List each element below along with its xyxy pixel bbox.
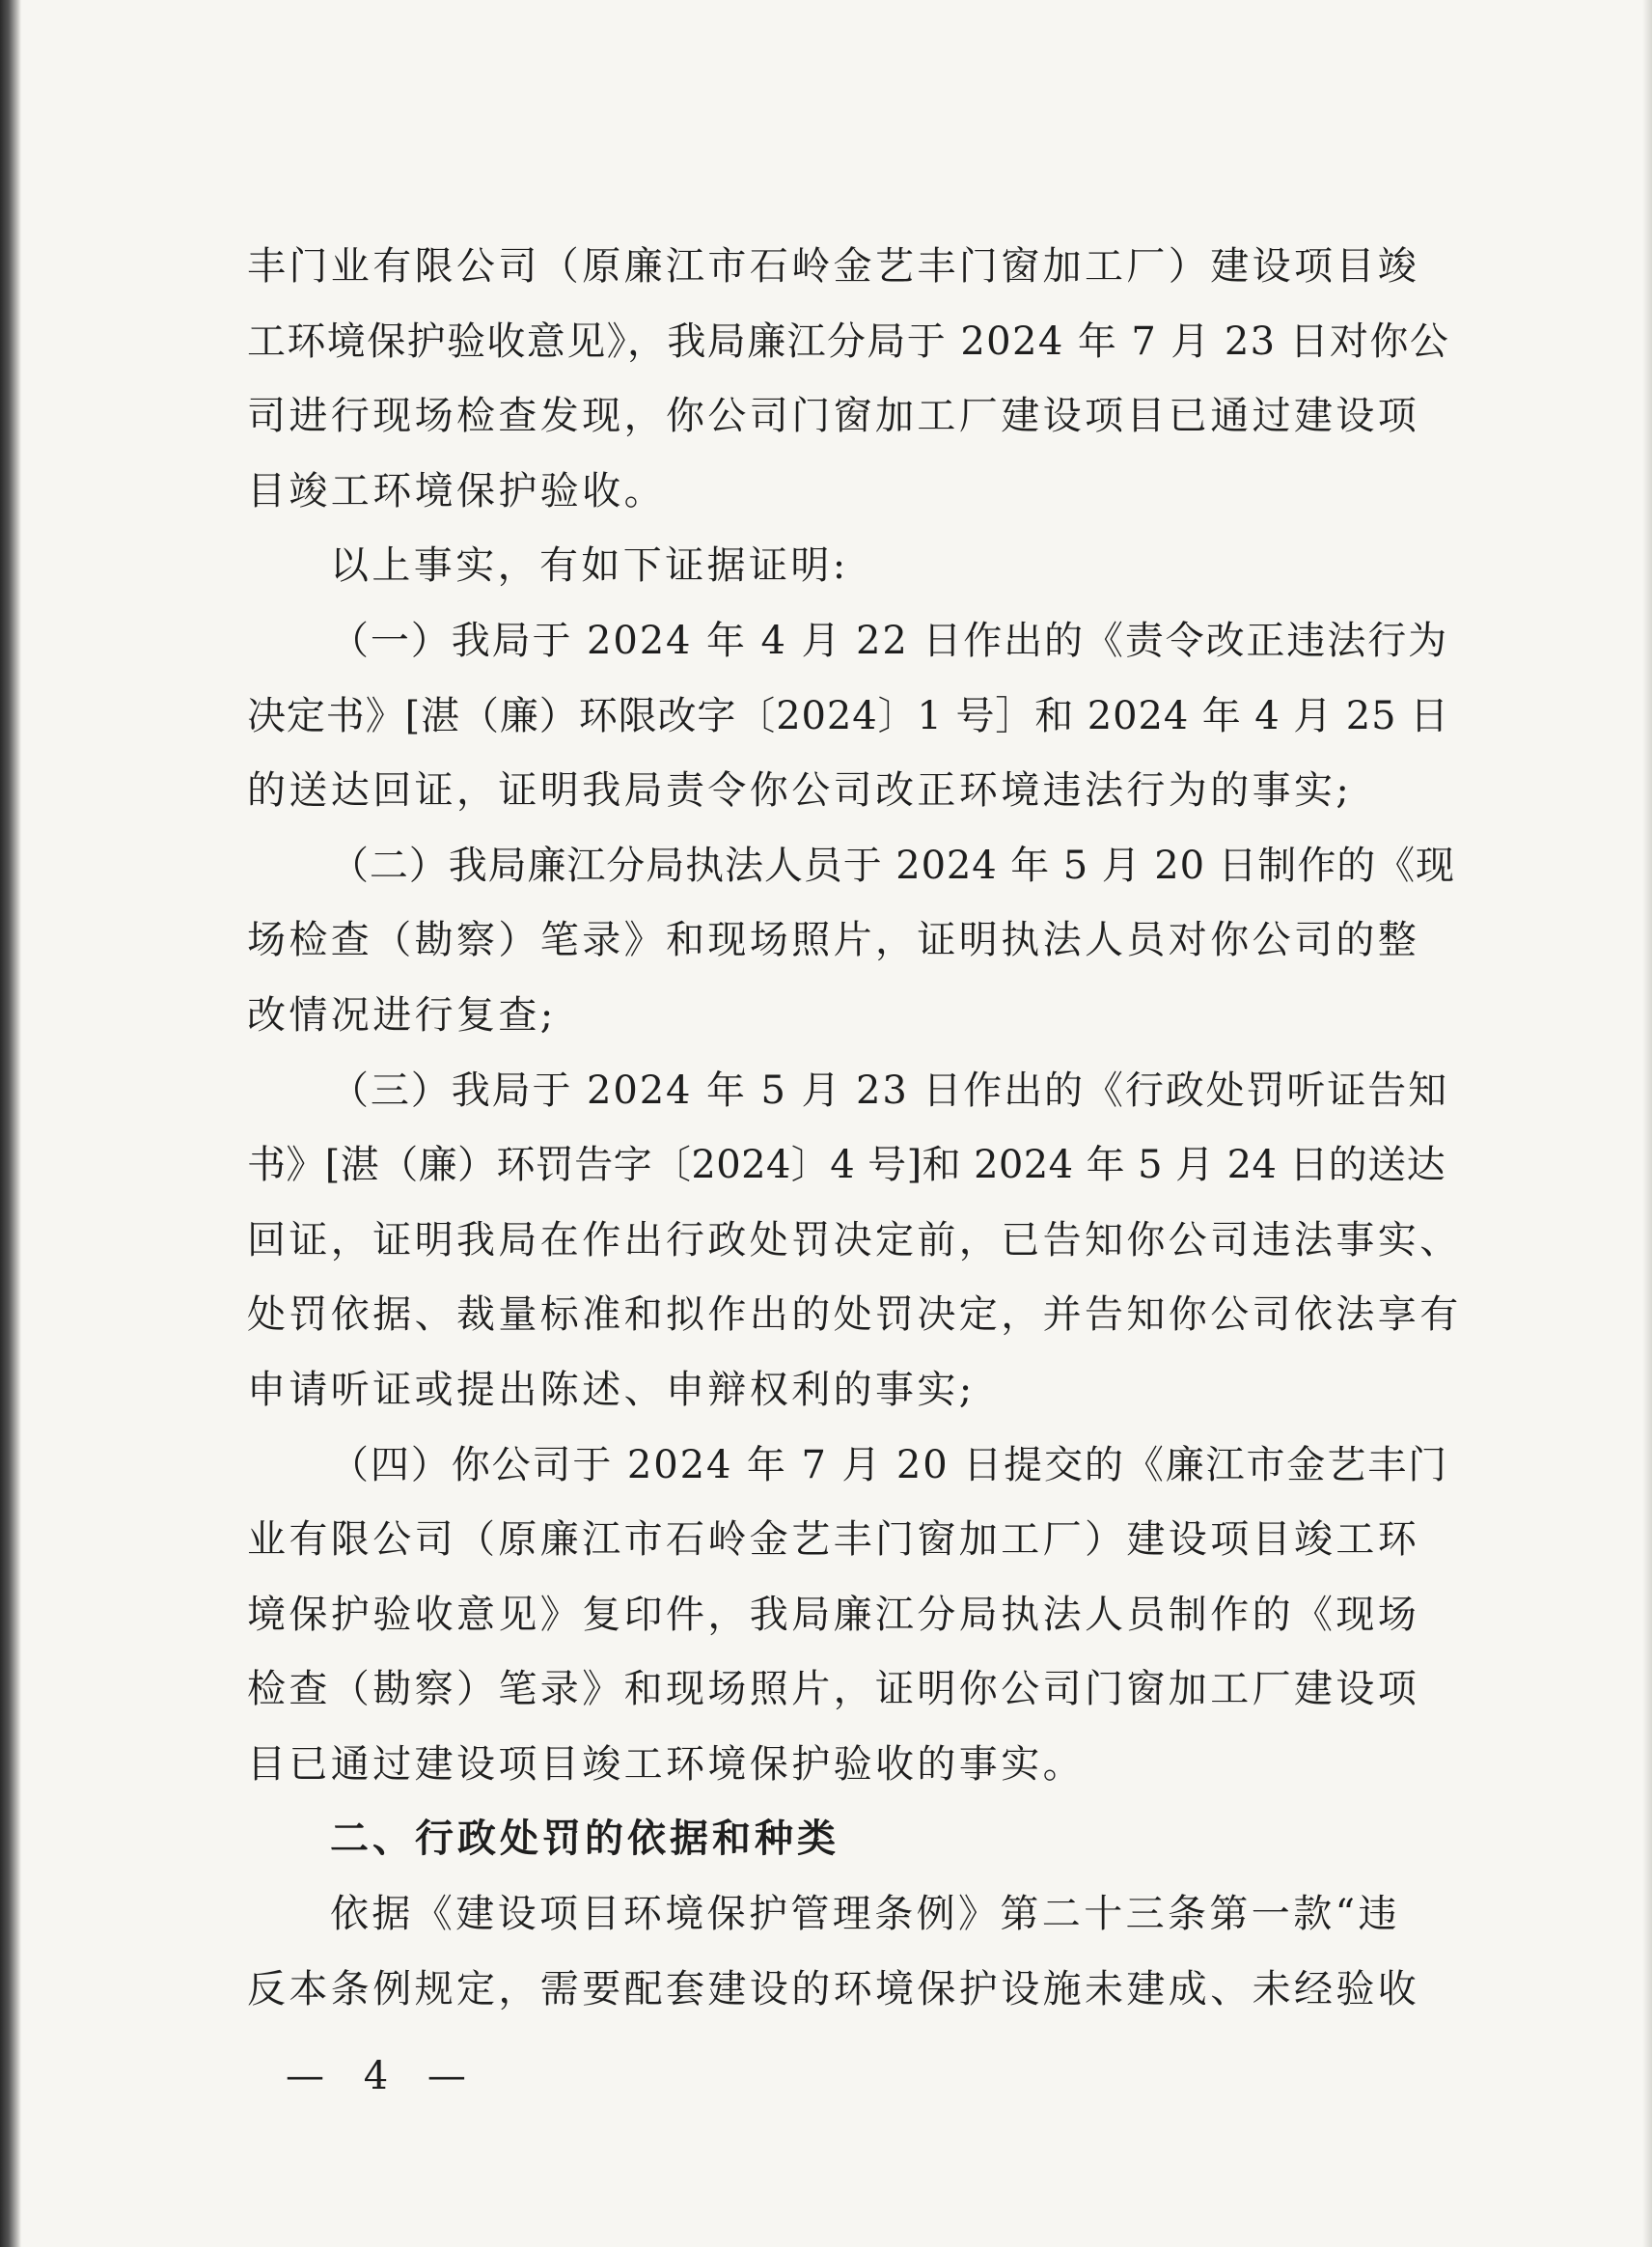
- text-line: 司进行现场检查发现，你公司门窗加工厂建设项目已通过建设项: [247, 394, 1420, 439]
- document-body: [247, 230, 1463, 2027]
- text-line: 申请听证或提出陈述、申辩权利的事实;: [247, 1367, 976, 1412]
- evidence-item-1: （一）我局于 2024 年 4 月 22 日作出的《责令改正违法行为: [330, 618, 1449, 663]
- paragraph-start: 以上事实，有如下证据证明:: [330, 543, 849, 589]
- evidence-item-4: （四）你公司于 2024 年 7 月 20 日提交的《廉江市金艺丰门: [330, 1442, 1449, 1487]
- text-line: 境保护验收意见》复印件，我局廉江分局执法人员制作的《现场: [247, 1592, 1420, 1637]
- paragraph-start: 依据《建设项目环境保护管理条例》第二十三条第一款“违: [330, 1892, 1400, 1937]
- text-line: 的送达回证，证明我局责令你公司改正环境违法行为的事实;: [247, 768, 1353, 814]
- text-line: 业有限公司（原廉江市石岭金艺丰门窗加工厂）建设项目竣工环: [247, 1517, 1420, 1563]
- text-line: 改情况进行复查;: [247, 992, 557, 1038]
- scan-edge-shadow: [0, 0, 21, 2247]
- text-line: 工环境保护验收意见》，我局廉江分局于 2024 年 7 月 23 日对你公: [247, 319, 1450, 364]
- text-line: 处罚依据、裁量标准和拟作出的处罚决定，并告知你公司依法享有: [247, 1292, 1462, 1338]
- evidence-item-3: （三）我局于 2024 年 5 月 23 日作出的《行政处罚听证告知: [330, 1068, 1449, 1113]
- text-line: 丰门业有限公司（原廉江市石岭金艺丰门窗加工厂）建设项目竣: [247, 244, 1420, 289]
- text-line: 目已通过建设项目竣工环境保护验收的事实。: [247, 1741, 1085, 1787]
- section-heading: 二、行政处罚的依据和种类: [330, 1817, 840, 1862]
- text-line: 检查（勘察）笔录》和现场照片，证明你公司门窗加工厂建设项: [247, 1667, 1420, 1712]
- evidence-item-2: （二）我局廉江分局执法人员于 2024 年 5 月 20 日制作的《现: [330, 843, 1455, 888]
- text-line: 书》[湛（廉）环罚告字〔2024〕4 号]和 2024 年 5 月 24 日的送达: [247, 1143, 1446, 1188]
- text-line: 回证，证明我局在作出行政处罚决定前，已告知你公司违法事实、: [247, 1217, 1462, 1262]
- text-line: 目竣工环境保护验收。: [247, 468, 666, 513]
- page-number: — 4 —: [286, 2054, 480, 2098]
- text-line: 反本条例规定，需要配套建设的环境保护设施未建成、未经验收: [247, 1966, 1420, 2011]
- text-line: 场检查（勘察）笔录》和现场照片，证明执法人员对你公司的整: [247, 918, 1420, 963]
- scan-edge-right: [1642, 0, 1652, 2247]
- text-line: 决定书》[湛（廉）环限改字〔2024〕1 号］和 2024 年 4 月 25 日: [247, 693, 1449, 738]
